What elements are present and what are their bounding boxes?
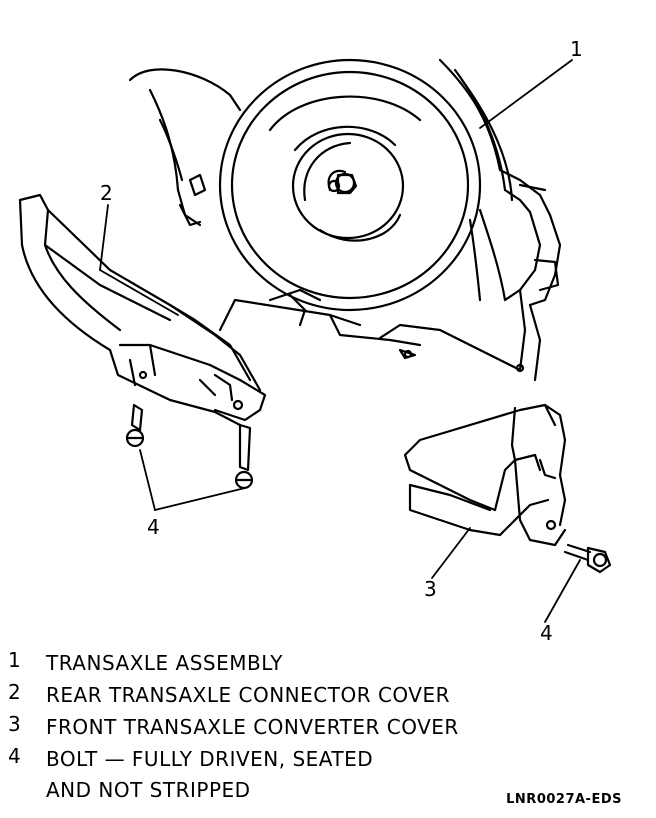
front-converter-cover [405, 405, 565, 545]
legend [8, 648, 528, 808]
transaxle-assembly [130, 60, 560, 380]
callout-1: 1 [570, 37, 583, 61]
legend-number: 3 [8, 712, 22, 736]
callout-3: 3 [424, 577, 437, 601]
figure-code: LNR0027A-EDS [506, 792, 622, 807]
legend-text: REAR TRANSAXLE CONNECTOR COVER [46, 683, 451, 707]
callout-4-left: 4 [147, 515, 160, 539]
legend-text: TRANSAXLE ASSEMBLY [46, 651, 283, 675]
bolts [127, 405, 610, 572]
legend-item-1 [8, 648, 528, 680]
legend-number: 1 [8, 648, 22, 672]
legend-item-2 [8, 680, 528, 712]
torque-converter [220, 60, 480, 310]
legend-number: 2 [8, 680, 22, 704]
legend-item-4 [8, 744, 528, 808]
callout-4-right: 4 [540, 621, 553, 640]
callout-2: 2 [100, 181, 113, 205]
legend-text: BOLT — FULLY DRIVEN, SEATED AND NOT STRIPPED [46, 747, 374, 802]
legend-text: FRONT TRANSAXLE CONVERTER COVER [46, 715, 459, 739]
legend-item-3 [8, 712, 528, 744]
legend-number: 4 [8, 744, 22, 768]
